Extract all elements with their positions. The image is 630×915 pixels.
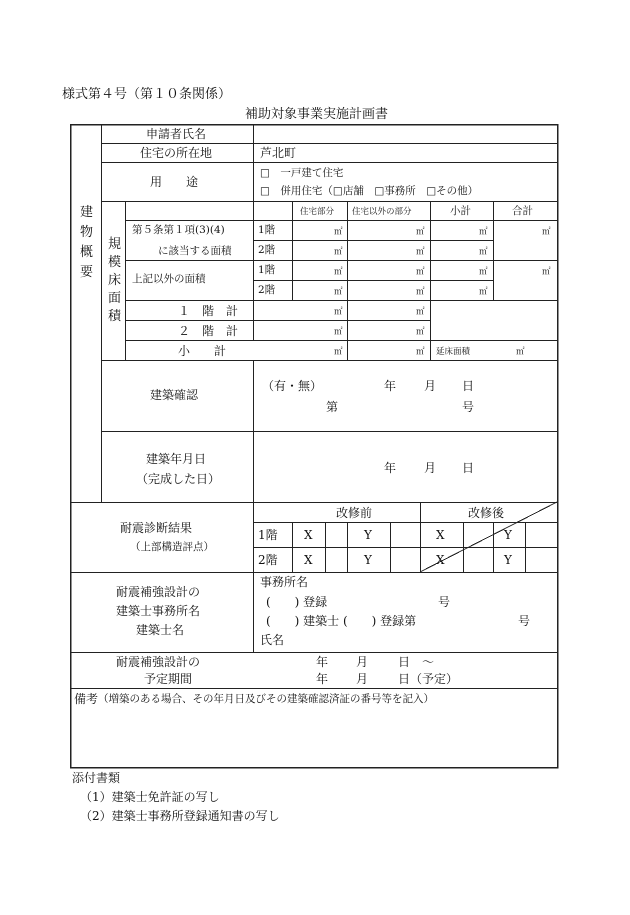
attachment-item-2: （2）建築士事務所登録通知書の写し bbox=[80, 809, 280, 823]
unit: ㎡ bbox=[334, 267, 343, 277]
use-option-detached[interactable]: □ 一戸建て住宅 bbox=[260, 167, 344, 179]
seismic-x: X bbox=[436, 528, 445, 542]
seismic-label-line2: （上部構造評点） bbox=[130, 541, 214, 553]
area-label-1: 規 bbox=[108, 237, 122, 252]
architect-go: 号 bbox=[518, 614, 531, 628]
floor1-total-label: １ 階 計 bbox=[178, 304, 239, 318]
seismic-y: Y bbox=[364, 528, 372, 542]
seismic-label-line1: 耐震診断結果 bbox=[120, 521, 193, 535]
unit: ㎡ bbox=[334, 287, 343, 297]
unit: ㎡ bbox=[479, 287, 488, 297]
unit: ㎡ bbox=[334, 227, 343, 237]
unit: ㎡ bbox=[416, 307, 425, 317]
remarks-label: 備考 bbox=[74, 692, 99, 706]
building-label-4: 要 bbox=[80, 265, 94, 280]
architect-name-label: 氏名 bbox=[260, 633, 285, 647]
schedule-year-2: 年 bbox=[316, 672, 329, 686]
confirm-has[interactable]: （有・無） bbox=[262, 379, 323, 393]
seismic-floor2: 2階 bbox=[258, 553, 278, 567]
confirm-month: 月 bbox=[424, 379, 437, 393]
built-day: 日 bbox=[462, 461, 475, 475]
confirm-year: 年 bbox=[384, 379, 397, 393]
floor2-total-label: ２ 階 計 bbox=[178, 324, 239, 338]
col-non-residential: 住宅以外の部分 bbox=[352, 207, 412, 217]
address-label: 住宅の所在地 bbox=[140, 146, 213, 160]
design-label-line2: 建築士事務所名 bbox=[116, 604, 201, 618]
seismic-x: X bbox=[436, 553, 445, 567]
address-value[interactable]: 芦北町 bbox=[260, 146, 297, 160]
area-label-4: 面 bbox=[108, 291, 122, 306]
architect-line: ( ) 建築士 ( ) 登録第 bbox=[266, 614, 417, 628]
schedule-year-1: 年 bbox=[316, 655, 329, 669]
unit: ㎡ bbox=[416, 327, 425, 337]
unit: ㎡ bbox=[542, 267, 551, 277]
art5-floor2: 2階 bbox=[258, 244, 276, 256]
other-area-label: 上記以外の面積 bbox=[132, 273, 206, 285]
confirm-day: 日 bbox=[462, 379, 475, 393]
art5-floor1: 1階 bbox=[258, 224, 276, 236]
form-number: 様式第４号（第１０条関係） bbox=[62, 87, 232, 102]
unit: ㎡ bbox=[479, 247, 488, 257]
unit: ㎡ bbox=[416, 347, 425, 357]
registration-line: ( ) 登録 bbox=[266, 595, 328, 609]
design-label-line1: 耐震補強設計の bbox=[116, 585, 201, 599]
art5-label-line1: 第５条第１項(3)(4) bbox=[132, 224, 225, 236]
other-floor1: 1階 bbox=[258, 264, 276, 276]
seismic-x: X bbox=[304, 528, 313, 542]
area-label-3: 床 bbox=[108, 273, 122, 288]
total-floor-area-label: 延床面積 bbox=[436, 347, 471, 357]
unit: ㎡ bbox=[542, 227, 551, 237]
unit: ㎡ bbox=[416, 247, 425, 257]
other-floor2: 2階 bbox=[258, 284, 276, 296]
seismic-y: Y bbox=[504, 553, 512, 567]
unit: ㎡ bbox=[416, 227, 425, 237]
design-label-line3: 建築士名 bbox=[136, 623, 185, 637]
unit: ㎡ bbox=[416, 267, 425, 277]
schedule-planned: （予定） bbox=[410, 672, 459, 686]
built-date-label-line1: 建築年月日 bbox=[146, 452, 207, 466]
unit: ㎡ bbox=[479, 267, 488, 277]
built-year: 年 bbox=[384, 461, 397, 475]
remarks-note: （増築のある場合、その年月日及びその建築確認済証の番号等を記入） bbox=[98, 693, 434, 705]
form-title: 補助対象事業実施計画書 bbox=[245, 107, 389, 122]
unit: ㎡ bbox=[416, 287, 425, 297]
seismic-after: 改修後 bbox=[468, 506, 505, 520]
seismic-before: 改修前 bbox=[336, 506, 373, 520]
registration-go: 号 bbox=[438, 595, 451, 609]
area-label-2: 模 bbox=[108, 255, 122, 270]
confirm-go: 号 bbox=[462, 400, 475, 414]
schedule-day-1: 日 bbox=[398, 655, 411, 669]
unit: ㎡ bbox=[334, 327, 343, 337]
unit: ㎡ bbox=[334, 247, 343, 257]
attachment-item-1: （1）建築士免許証の写し bbox=[80, 790, 220, 804]
seismic-x: X bbox=[304, 553, 313, 567]
building-label-1: 建 bbox=[80, 205, 94, 220]
seismic-y: Y bbox=[364, 553, 372, 567]
confirm-label: 建築確認 bbox=[150, 388, 199, 402]
col-subtotal: 小計 bbox=[450, 205, 471, 217]
schedule-tilde: ～ bbox=[422, 655, 435, 669]
use-option-mixed[interactable]: □ 併用住宅（□店舗 □事務所 □その他） bbox=[260, 185, 479, 197]
built-month: 月 bbox=[424, 461, 437, 475]
unit: ㎡ bbox=[334, 347, 343, 357]
seismic-floor1: 1階 bbox=[258, 528, 278, 542]
schedule-day-2: 日 bbox=[398, 672, 411, 686]
use-label: 用 途 bbox=[150, 175, 199, 189]
col-residential: 住宅部分 bbox=[300, 207, 335, 217]
unit: ㎡ bbox=[479, 227, 488, 237]
art5-label-line2: に該当する面積 bbox=[158, 245, 232, 257]
remarks-field[interactable] bbox=[72, 710, 555, 765]
built-date-label-line2: （完成した日） bbox=[136, 472, 221, 486]
building-label-3: 概 bbox=[80, 245, 94, 260]
unit: ㎡ bbox=[334, 307, 343, 317]
col-total: 合計 bbox=[512, 205, 533, 217]
subtotal-label: 小 計 bbox=[178, 344, 227, 358]
building-label-2: 物 bbox=[80, 225, 94, 240]
applicant-name-label: 申請者氏名 bbox=[146, 127, 207, 141]
schedule-label-line1: 耐震補強設計の bbox=[116, 655, 201, 669]
seismic-y: Y bbox=[504, 528, 512, 542]
unit: ㎡ bbox=[516, 347, 525, 357]
schedule-month-2: 月 bbox=[356, 672, 369, 686]
schedule-month-1: 月 bbox=[356, 655, 369, 669]
confirm-dai: 第 bbox=[326, 400, 339, 414]
schedule-label-line2: 予定期間 bbox=[144, 672, 193, 686]
office-name-label: 事務所名 bbox=[260, 575, 309, 589]
area-label-5: 積 bbox=[108, 309, 122, 324]
attachments-heading: 添付書類 bbox=[72, 771, 121, 785]
